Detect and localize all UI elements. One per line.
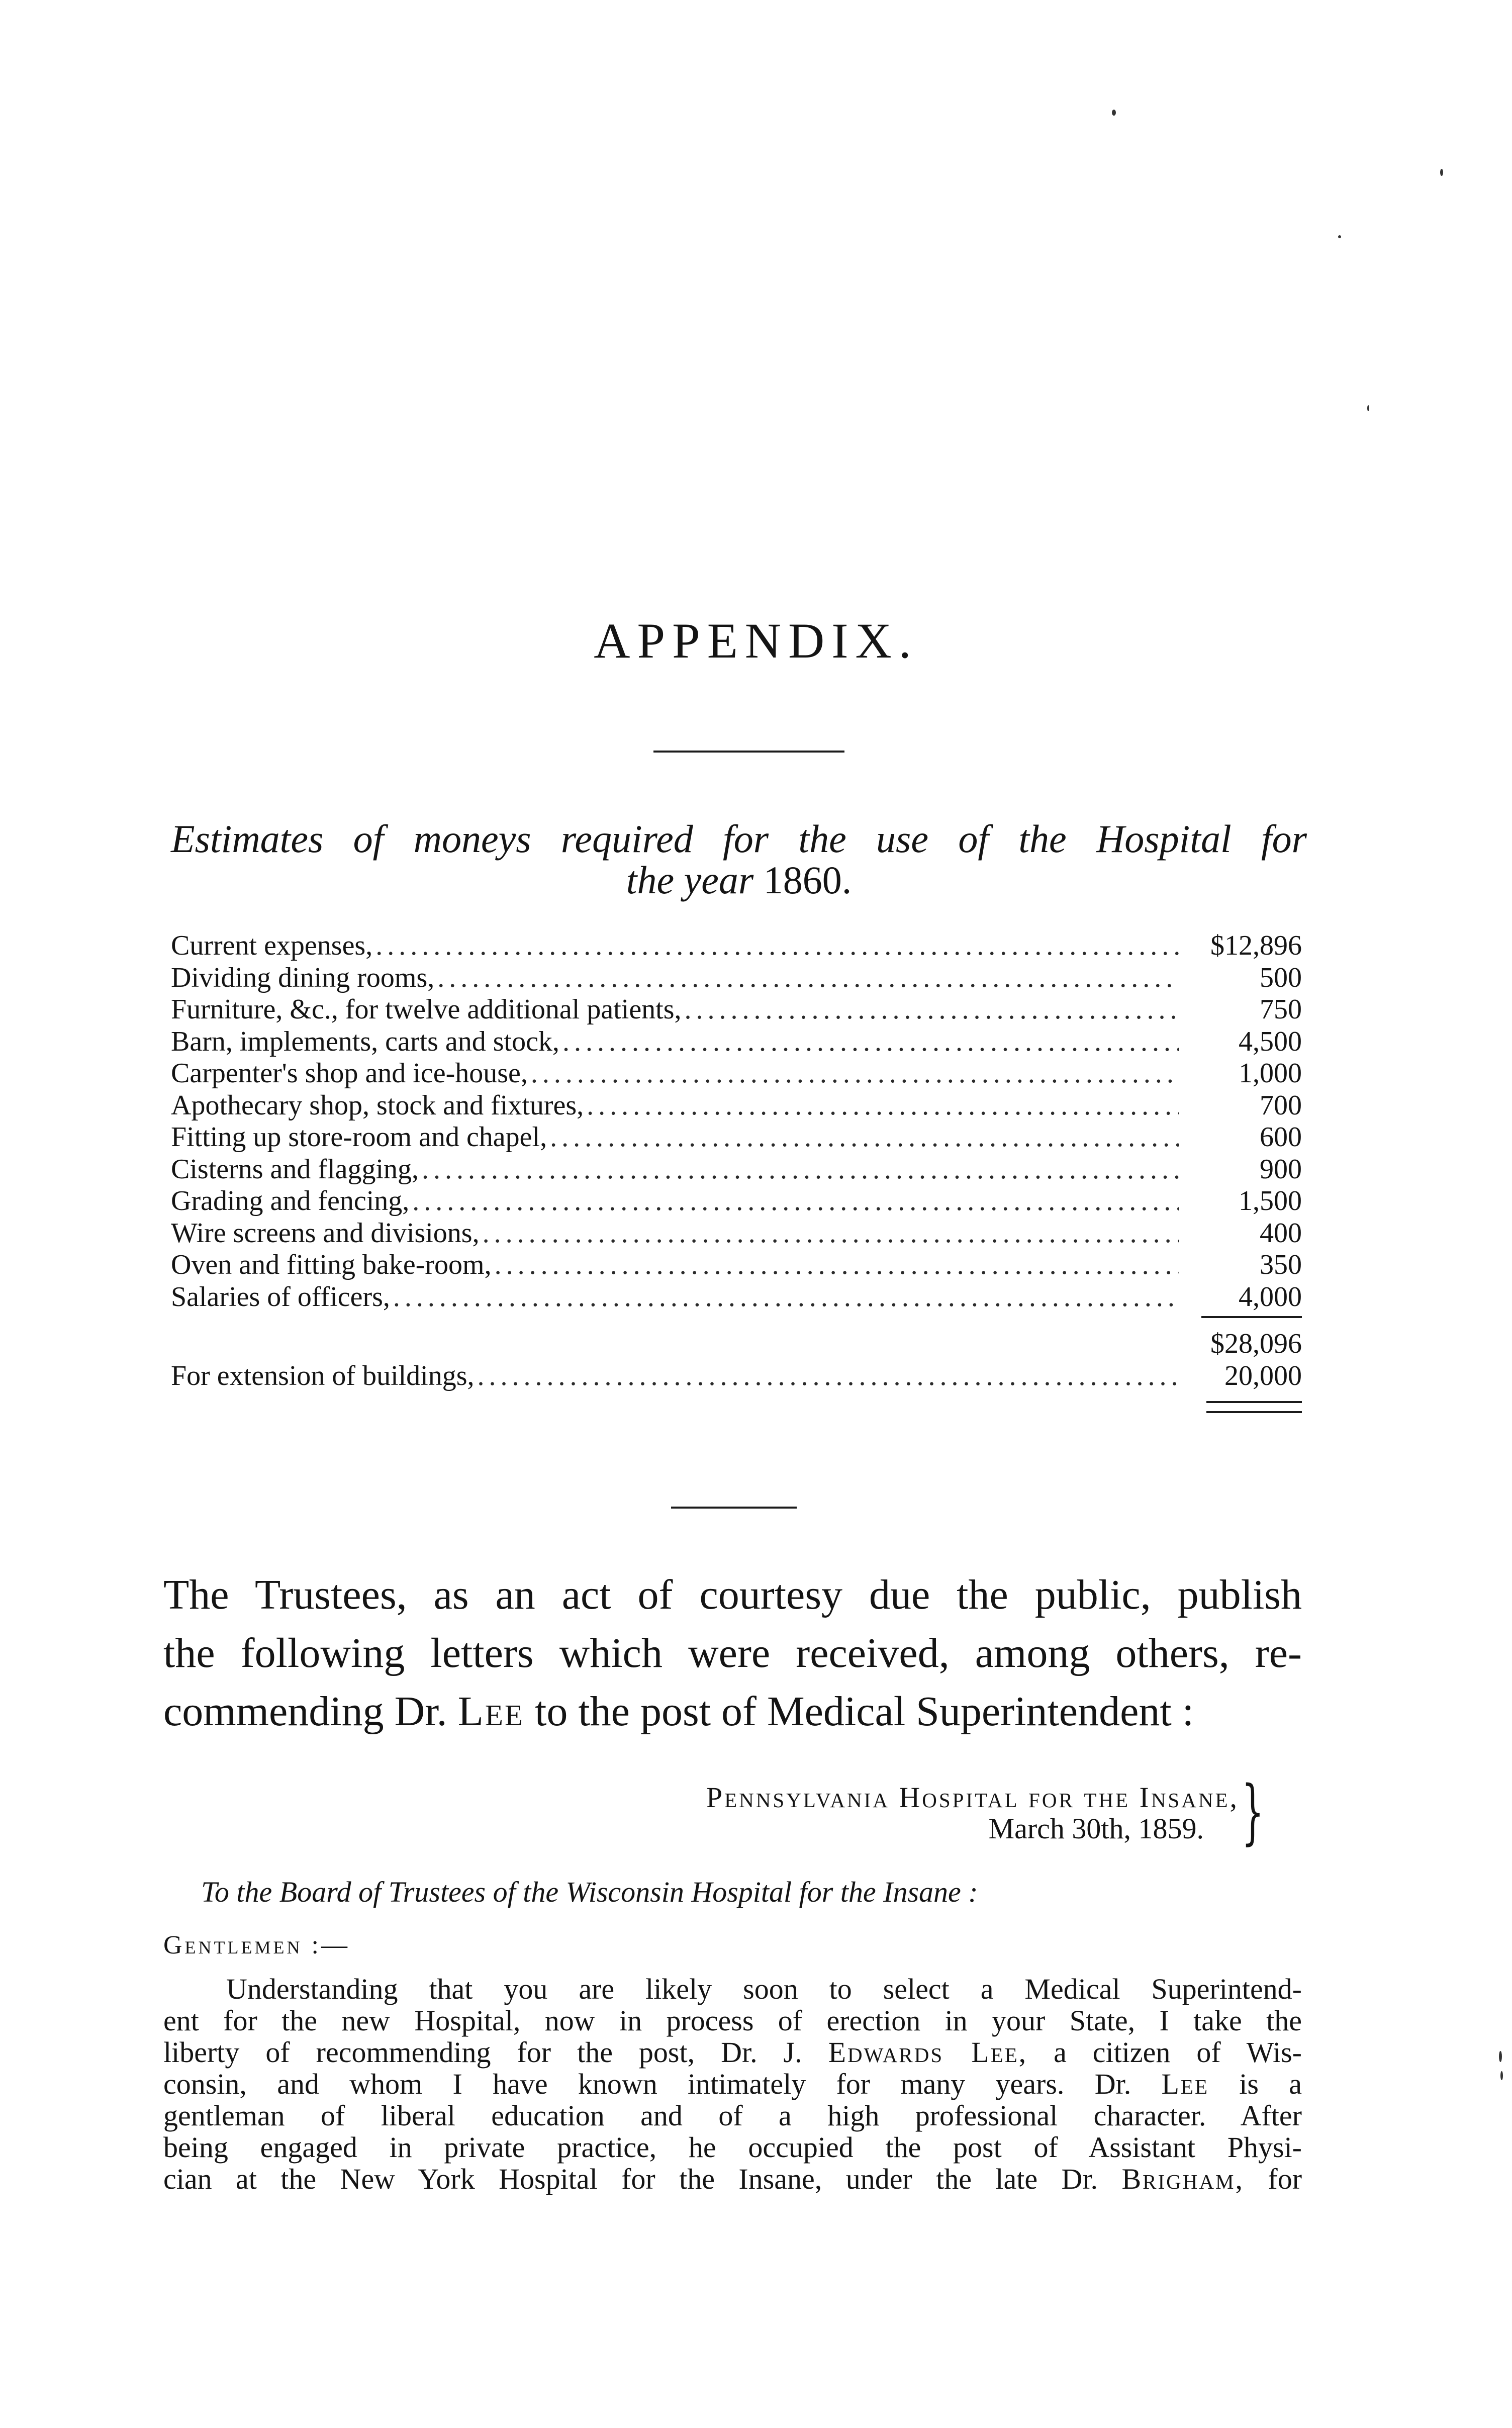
estimate-row: [171, 1090, 1302, 1122]
estimates-heading-year: 1860.: [763, 858, 852, 902]
estimates-heading-year-prefix: the year: [626, 858, 754, 902]
estimates-heading-line1: Estimates of moneys required for the use of the Hospital for: [171, 817, 1307, 861]
ink-speck: [1500, 2071, 1503, 2080]
letter-header-date: March 30th, 1859.: [988, 1812, 1204, 1845]
dot-leader: [478, 1360, 1179, 1392]
dot-leader: [483, 1218, 1179, 1250]
ink-speck: [1440, 169, 1443, 176]
estimate-label: Carpenter's shop and ice-house,: [171, 1058, 528, 1089]
estimates-heading: [171, 819, 1307, 900]
letter-body: [163, 1973, 1302, 2195]
estimates-heading-line2: [171, 858, 1307, 902]
subtotal-row: [171, 1328, 1302, 1360]
extension-row: [171, 1360, 1302, 1392]
estimate-label: Cisterns and flagging,: [171, 1153, 419, 1185]
letter-header-institution: Pennsylvania Hospital for the Insane,: [706, 1781, 1239, 1814]
ink-speck: [1338, 235, 1341, 238]
estimate-label: Salaries of officers,: [171, 1281, 390, 1313]
estimate-row: [171, 1281, 1302, 1314]
dot-leader: [587, 1090, 1179, 1122]
letter-line: Understanding that you are likely soon to select a Medical Superintend-: [226, 1973, 1302, 2005]
estimate-label: Wire screens and divisions,: [171, 1217, 480, 1249]
estimate-row: [171, 930, 1302, 962]
name-lee: Lee: [457, 1688, 524, 1735]
ink-speck: [1499, 2051, 1502, 2062]
intro-line: commending Dr. Lee to the post of Medical Superintendent :: [163, 1688, 1194, 1735]
dot-leader: [531, 1058, 1179, 1090]
letter-line: being engaged in private practice, he occupied the post of Assistant Physi-: [163, 2131, 1302, 2164]
intro-paragraph: [163, 1566, 1302, 1741]
dot-leader: [562, 1026, 1179, 1058]
estimate-amount: 900: [1260, 1153, 1302, 1185]
letter-line: liberty of recommending for the post, Dr. J. Edwards Lee, a citizen of Wis-: [163, 2036, 1302, 2069]
extension-label: For extension of buildings,: [171, 1360, 475, 1391]
estimate-amount: 1,000: [1239, 1058, 1302, 1089]
estimate-amount: 400: [1260, 1217, 1302, 1249]
name-edwards-lee: Edwards Lee,: [828, 2036, 1028, 2069]
estimate-row: [171, 1218, 1302, 1250]
estimate-amount: 750: [1260, 994, 1302, 1025]
estimate-amount: 700: [1260, 1089, 1302, 1121]
estimate-row: [171, 1185, 1302, 1218]
estimate-row: [171, 1026, 1302, 1058]
estimate-row: [171, 994, 1302, 1026]
salutation-line: To the Board of Trustees of the Wisconsin Hospital for the Insane :: [201, 1876, 978, 1908]
dot-leader: [550, 1122, 1179, 1154]
estimate-amount: 500: [1260, 962, 1302, 993]
estimate-label: Barn, implements, carts and stock,: [171, 1025, 559, 1057]
estimate-label: Fitting up store-room and chapel,: [171, 1122, 547, 1153]
dot-leader: [495, 1249, 1179, 1281]
estimate-row: [171, 1249, 1302, 1281]
estimate-label: Furniture, &c., for twelve additional patients,: [171, 994, 682, 1025]
letter-line: cian at the New York Hospital for the Insane, under the late Dr. Brigham, for: [163, 2163, 1302, 2195]
header-brace: }: [1242, 1771, 1264, 1853]
estimate-amount: 4,500: [1239, 1025, 1302, 1057]
estimate-amount: 350: [1260, 1249, 1302, 1280]
dot-leader: [685, 994, 1179, 1026]
estimate-row: [171, 1058, 1302, 1090]
estimate-amount: $12,896: [1210, 930, 1302, 961]
estimate-amount: 4,000: [1239, 1281, 1302, 1313]
estimates-table: [171, 930, 1302, 1402]
intro-line: the following letters which were received, among others, re-: [163, 1630, 1302, 1676]
letter-line: ent for the new Hospital, now in process of erection in your State, I take the: [163, 2004, 1302, 2037]
estimate-label: Dividing dining rooms,: [171, 962, 435, 993]
ink-speck: [1112, 110, 1116, 116]
estimate-row: [171, 1122, 1302, 1154]
name-lee: Lee: [1161, 2068, 1209, 2100]
estimate-amount: 600: [1260, 1122, 1302, 1153]
intro-line: The Trustees, as an act of courtesy due the public, publish: [163, 1571, 1302, 1618]
total-double-rule: [1206, 1401, 1302, 1413]
letter-line: gentleman of liberal education and of a high professional character. After: [163, 2099, 1302, 2132]
estimate-label: Current expenses,: [171, 930, 373, 961]
appendix-title: APPENDIX.: [594, 613, 918, 669]
estimate-row: [171, 1154, 1302, 1186]
estimate-row: [171, 962, 1302, 994]
dot-leader: [375, 930, 1179, 962]
dot-leader: [412, 1185, 1179, 1218]
name-brigham: Brigham,: [1121, 2163, 1244, 2195]
extension-amount: 20,000: [1224, 1360, 1302, 1391]
estimate-amount: 1,500: [1239, 1185, 1302, 1217]
letter-line: consin, and whom I have known intimately for many years. Dr. Lee is a: [163, 2068, 1302, 2100]
letter-header: [591, 1782, 1239, 1844]
dot-leader: [422, 1154, 1179, 1186]
ink-speck: [1367, 405, 1369, 411]
section-rule: [671, 1507, 797, 1509]
dot-leader: [393, 1281, 1179, 1314]
greeting: Gentlemen :—: [163, 1931, 350, 1959]
title-rule: [653, 751, 844, 753]
estimate-label: Grading and fencing,: [171, 1185, 410, 1217]
estimate-label: Oven and fitting bake-room,: [171, 1249, 492, 1280]
estimate-label: Apothecary shop, stock and fixtures,: [171, 1089, 584, 1121]
dot-leader: [437, 962, 1179, 994]
subtotal-amount: $28,096: [1210, 1328, 1302, 1359]
